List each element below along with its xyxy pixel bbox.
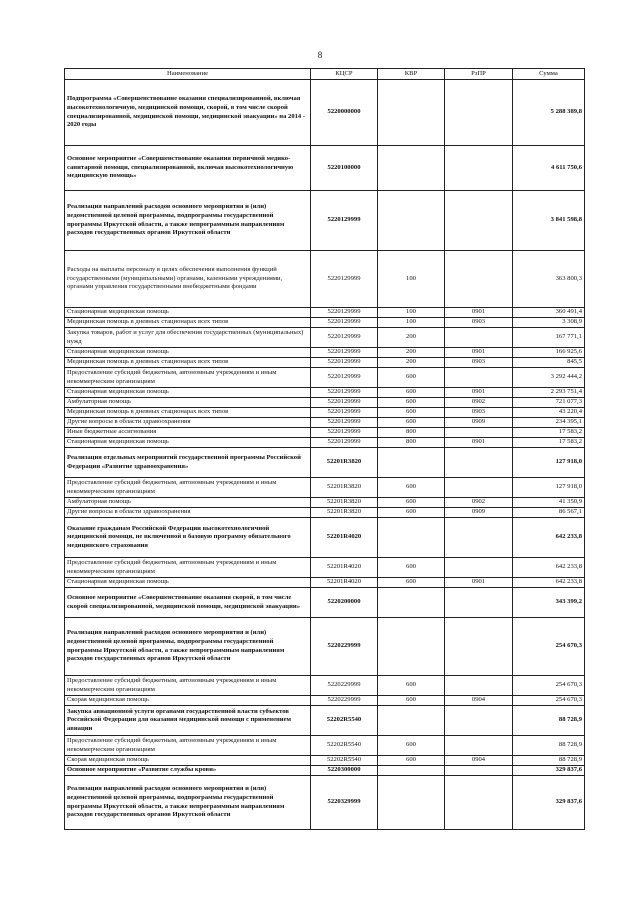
kcsr-cell: 52201R4020: [311, 578, 378, 588]
name-cell: Закупка авиационной услуги органами государственной власти субъектов Российской Федерации для оказания медицинской помощи с применением авиации: [65, 706, 311, 736]
rzpr-cell: 0901: [445, 578, 513, 588]
kvr-cell: [378, 618, 445, 676]
name-cell: Основное мероприятие «Развитие службы крови»: [65, 766, 311, 776]
name-cell: Стационарная медицинская помощь: [65, 348, 311, 358]
kcsr-cell: 5220229999: [311, 696, 378, 706]
name-cell: Основное мероприятие «Совершенствование оказания первичной медико-санитарной помощи, специализированной, включая высокотехнологичную медицинскую помощь»: [65, 146, 311, 191]
sum-cell: 845,5: [513, 358, 585, 368]
kcsr-cell: 5220129999: [311, 388, 378, 398]
kvr-cell: [378, 80, 445, 146]
kvr-cell: [378, 518, 445, 558]
rzpr-cell: [445, 251, 513, 308]
sum-cell: 343 399,2: [513, 588, 585, 618]
rzpr-cell: 0901: [445, 388, 513, 398]
sum-cell: 254 670,3: [513, 676, 585, 696]
sum-cell: 88 728,9: [513, 736, 585, 756]
kvr-cell: 200: [378, 358, 445, 368]
table-row: [65, 348, 585, 358]
kvr-cell: [378, 588, 445, 618]
budget-table: [64, 68, 585, 830]
kvr-cell: 600: [378, 508, 445, 518]
kvr-cell: 600: [378, 558, 445, 578]
name-cell: Реализация направлений расходов основного мероприятия и (или) ведомственной целевой программы, подпрограммы государственной программы Иркутской области, а также непрограммным направлениям расходов государственных органов Иркутской области: [65, 191, 311, 251]
name-cell: Стационарная медицинская помощь: [65, 388, 311, 398]
name-cell: Стационарная медицинская помощь: [65, 438, 311, 448]
sum-cell: 642 233,8: [513, 518, 585, 558]
name-cell: Закупка товаров, работ и услуг для обеспечения государственных (муниципальных) нужд: [65, 328, 311, 348]
table-row: [65, 498, 585, 508]
name-cell: Предоставление субсидий бюджетным, автономным учреждениям и иным некоммерческим организациям: [65, 736, 311, 756]
sum-cell: 721 077,3: [513, 398, 585, 408]
name-cell: Реализация отдельных мероприятий государственной программы Российской Федерации «Развитие здравоохранения»: [65, 448, 311, 478]
kcsr-cell: 52202R5540: [311, 756, 378, 766]
table-row: [65, 398, 585, 408]
table-row: [65, 438, 585, 448]
rzpr-cell: 0902: [445, 398, 513, 408]
table-row: [65, 408, 585, 418]
kcsr-cell: 5220300000: [311, 766, 378, 776]
name-cell: Подпрограмма «Совершенствование оказания специализированной, включая высокотехнологичную, медицинской помощи, скорой, в том числе скорой специализированной, медицинской помощи, медицинской эвакуации» на 2014 - 2020 годы: [65, 80, 311, 146]
kcsr-cell: 52202R5540: [311, 706, 378, 736]
rzpr-cell: [445, 618, 513, 676]
sum-cell: 4 611 750,6: [513, 146, 585, 191]
rzpr-cell: [445, 191, 513, 251]
rzpr-cell: 0903: [445, 408, 513, 418]
name-cell: Реализация направлений расходов основного мероприятия и (или) ведомственной целевой программы, подпрограммы государственной программы Иркутской области, а также непрограммным направлениям расходов государственных органов Иркутской области: [65, 618, 311, 676]
name-cell: Предоставление субсидий бюджетным, автономным учреждениям и иным некоммерческим организациям: [65, 676, 311, 696]
rzpr-cell: 0909: [445, 418, 513, 428]
rzpr-cell: [445, 558, 513, 578]
kcsr-cell: 5220129999: [311, 191, 378, 251]
rzpr-cell: 0909: [445, 508, 513, 518]
rzpr-cell: [445, 518, 513, 558]
table-row: [65, 428, 585, 438]
kcsr-cell: 5220129999: [311, 438, 378, 448]
kcsr-cell: 5220329999: [311, 776, 378, 830]
rzpr-cell: 0902: [445, 498, 513, 508]
sum-cell: 167 771,1: [513, 328, 585, 348]
header-kvr: КВР: [378, 69, 445, 80]
rzpr-cell: [445, 736, 513, 756]
sum-cell: 127 918,0: [513, 478, 585, 498]
kvr-cell: [378, 146, 445, 191]
sum-cell: 166 925,6: [513, 348, 585, 358]
rzpr-cell: [445, 776, 513, 830]
name-cell: Другие вопросы в области здравоохранения: [65, 508, 311, 518]
kvr-cell: [378, 766, 445, 776]
kvr-cell: 600: [378, 696, 445, 706]
sum-cell: 43 220,4: [513, 408, 585, 418]
sum-cell: 88 728,9: [513, 756, 585, 766]
sum-cell: 17 583,2: [513, 438, 585, 448]
rzpr-cell: 0901: [445, 438, 513, 448]
kcsr-cell: 5220229999: [311, 618, 378, 676]
kvr-cell: 600: [378, 398, 445, 408]
rzpr-cell: [445, 766, 513, 776]
kcsr-cell: 5220129999: [311, 358, 378, 368]
table-row: [65, 191, 585, 251]
kvr-cell: 100: [378, 308, 445, 318]
rzpr-cell: [445, 676, 513, 696]
rzpr-cell: [445, 328, 513, 348]
kcsr-cell: 5220200000: [311, 588, 378, 618]
table-row: [65, 388, 585, 398]
name-cell: Стационарная медицинская помощь: [65, 578, 311, 588]
name-cell: Расходы на выплаты персоналу в целях обеспечения выполнения функций государственными (муниципальными) органами, казенными учреждениями, органами управления государственными внебюджетными фондами: [65, 251, 311, 308]
sum-cell: 642 233,8: [513, 578, 585, 588]
table-row: [65, 328, 585, 348]
kcsr-cell: 52201R3820: [311, 478, 378, 498]
sum-cell: 3 292 444,2: [513, 368, 585, 388]
table-row: [65, 448, 585, 478]
table-row: [65, 251, 585, 308]
sum-cell: 3 308,9: [513, 318, 585, 328]
kcsr-cell: 5220129999: [311, 308, 378, 318]
name-cell: Оказание гражданам Российской Федерации высокотехнологичной медицинской помощи, не включенной в базовую программу обязательного медицинского страхования: [65, 518, 311, 558]
rzpr-cell: 0904: [445, 696, 513, 706]
rzpr-cell: [445, 588, 513, 618]
name-cell: Медицинская помощь в дневных стационарах всех типов: [65, 318, 311, 328]
table-row: [65, 696, 585, 706]
kvr-cell: 800: [378, 438, 445, 448]
table-row: [65, 146, 585, 191]
kcsr-cell: 52202R5540: [311, 736, 378, 756]
sum-cell: 86 567,1: [513, 508, 585, 518]
table-row: [65, 676, 585, 696]
name-cell: Амбулаторная помощь: [65, 498, 311, 508]
rzpr-cell: [445, 146, 513, 191]
kcsr-cell: 5220000000: [311, 80, 378, 146]
kvr-cell: 600: [378, 756, 445, 766]
rzpr-cell: [445, 80, 513, 146]
name-cell: Стационарная медицинская помощь: [65, 308, 311, 318]
table-row: [65, 508, 585, 518]
header-kcsr: КЦСР: [311, 69, 378, 80]
table-row: [65, 558, 585, 578]
kvr-cell: 100: [378, 318, 445, 328]
kvr-cell: 600: [378, 478, 445, 498]
rzpr-cell: [445, 478, 513, 498]
sum-cell: 329 837,6: [513, 766, 585, 776]
kcsr-cell: 5220129999: [311, 408, 378, 418]
name-cell: Реализация направлений расходов основного мероприятия и (или) ведомственной целевой программы, подпрограммы государственной программы Иркутской области, а также непрограммным направлениям расходов государственных органов Иркутской области: [65, 776, 311, 830]
sum-cell: 360 491,4: [513, 308, 585, 318]
header-sum: Сумма: [513, 69, 585, 80]
kvr-cell: 600: [378, 578, 445, 588]
kcsr-cell: 5220129999: [311, 318, 378, 328]
kvr-cell: 600: [378, 736, 445, 756]
rzpr-cell: [445, 448, 513, 478]
rzpr-cell: 0903: [445, 358, 513, 368]
sum-cell: 254 670,3: [513, 618, 585, 676]
kcsr-cell: 52201R4020: [311, 558, 378, 578]
header-rzpr: РзПР: [445, 69, 513, 80]
table-row: [65, 588, 585, 618]
kvr-cell: 600: [378, 498, 445, 508]
name-cell: Скорая медицинская помощь: [65, 696, 311, 706]
kcsr-cell: 5220129999: [311, 251, 378, 308]
kvr-cell: 200: [378, 328, 445, 348]
table-body: [65, 80, 585, 830]
kvr-cell: 600: [378, 368, 445, 388]
sum-cell: 2 293 751,4: [513, 388, 585, 398]
sum-cell: 234 395,1: [513, 418, 585, 428]
kvr-cell: 600: [378, 388, 445, 398]
sum-cell: 329 837,6: [513, 776, 585, 830]
table-row: [65, 418, 585, 428]
name-cell: Предоставление субсидий бюджетным, автономным учреждениям и иным некоммерческим организациям: [65, 558, 311, 578]
table-row: [65, 308, 585, 318]
kcsr-cell: 5220229999: [311, 676, 378, 696]
name-cell: Амбулаторная помощь: [65, 398, 311, 408]
kcsr-cell: 52201R3820: [311, 448, 378, 478]
page-number: 8: [317, 50, 323, 60]
sum-cell: 363 800,3: [513, 251, 585, 308]
table-row: [65, 756, 585, 766]
table-row: [65, 368, 585, 388]
name-cell: Медицинская помощь в дневных стационарах всех типов: [65, 358, 311, 368]
table-row: [65, 776, 585, 830]
table-row: [65, 706, 585, 736]
sum-cell: 127 918,0: [513, 448, 585, 478]
kcsr-cell: 5220129999: [311, 418, 378, 428]
kcsr-cell: 5220129999: [311, 368, 378, 388]
kcsr-cell: 5220129999: [311, 398, 378, 408]
kcsr-cell: 5220100000: [311, 146, 378, 191]
kcsr-cell: 52201R3820: [311, 508, 378, 518]
sum-cell: 41 350,9: [513, 498, 585, 508]
kvr-cell: 600: [378, 418, 445, 428]
rzpr-cell: 0901: [445, 308, 513, 318]
kvr-cell: 600: [378, 408, 445, 418]
kvr-cell: 600: [378, 676, 445, 696]
table-row: [65, 578, 585, 588]
name-cell: Другие вопросы в области здравоохранения: [65, 418, 311, 428]
name-cell: Предоставление субсидий бюджетным, автономным учреждениям и иным некоммерческим организациям: [65, 368, 311, 388]
rzpr-cell: [445, 428, 513, 438]
table-row: [65, 618, 585, 676]
sum-cell: 88 728,9: [513, 706, 585, 736]
kcsr-cell: 5220129999: [311, 348, 378, 358]
kvr-cell: [378, 776, 445, 830]
rzpr-cell: 0904: [445, 756, 513, 766]
name-cell: Предоставление субсидий бюджетным, автономным учреждениям и иным некоммерческим организациям: [65, 478, 311, 498]
rzpr-cell: [445, 706, 513, 736]
name-cell: Скорая медицинская помощь: [65, 756, 311, 766]
kvr-cell: 200: [378, 348, 445, 358]
name-cell: Медицинская помощь в дневных стационарах всех типов: [65, 408, 311, 418]
kcsr-cell: 52201R4020: [311, 518, 378, 558]
table-row: [65, 518, 585, 558]
kcsr-cell: 52201R3820: [311, 498, 378, 508]
table-header-row: [65, 69, 585, 80]
sum-cell: 642 233,8: [513, 558, 585, 578]
table-row: [65, 80, 585, 146]
header-name: Наименование: [65, 69, 311, 80]
name-cell: Иные бюджетные ассигнования: [65, 428, 311, 438]
table-row: [65, 358, 585, 368]
table-row: [65, 318, 585, 328]
sum-cell: 3 841 598,8: [513, 191, 585, 251]
table-row: [65, 736, 585, 756]
kvr-cell: [378, 706, 445, 736]
table-row: [65, 766, 585, 776]
kvr-cell: 800: [378, 428, 445, 438]
sum-cell: 17 583,2: [513, 428, 585, 438]
kvr-cell: 100: [378, 251, 445, 308]
rzpr-cell: 0901: [445, 348, 513, 358]
name-cell: Основное мероприятие «Совершенствование оказания скорой, в том числе скорой специализированной, медицинской помощи, медицинской эвакуации»: [65, 588, 311, 618]
sum-cell: 5 288 389,8: [513, 80, 585, 146]
sum-cell: 254 670,3: [513, 696, 585, 706]
rzpr-cell: [445, 368, 513, 388]
rzpr-cell: 0903: [445, 318, 513, 328]
kvr-cell: [378, 448, 445, 478]
kcsr-cell: 5220129999: [311, 328, 378, 348]
kcsr-cell: 5220129999: [311, 428, 378, 438]
kvr-cell: [378, 191, 445, 251]
table-row: [65, 478, 585, 498]
